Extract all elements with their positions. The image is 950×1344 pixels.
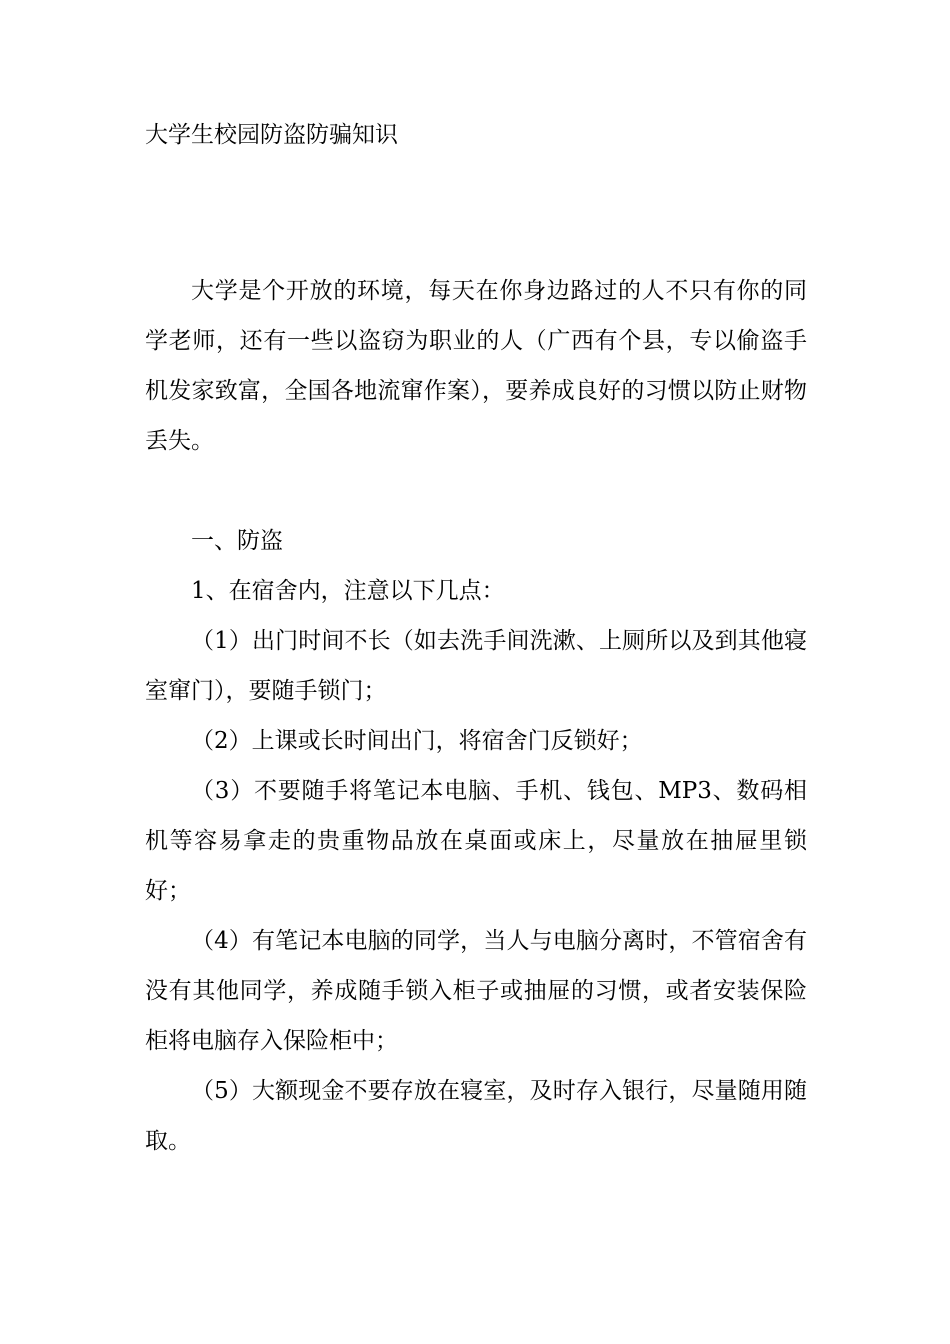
intro-paragraph: 大学是个开放的环境，每天在你身边路过的人不只有你的同学老师，还有一些以盗窃为职业的人（广西有个县，专以偷盗手机发家致富，全国各地流窜作案），要养成良好的习惯以防止财物丢失。 [145, 278, 807, 454]
list-item: （4）有笔记本电脑的同学，当人与电脑分离时，不管宿舍有没有其他同学，养成随手锁入柜子或抽屉的习惯，或者安装保险柜将电脑存入保险柜中； [145, 928, 807, 1054]
document-body [145, 266, 807, 1166]
list-item: （3）不要随手将笔记本电脑、手机、钱包、MP3、数码相机等容易拿走的贵重物品放在桌面或床上，尽量放在抽屉里锁好； [145, 778, 807, 904]
list-item: （1）出门时间不长（如去洗手间洗漱、上厕所以及到其他寝室窜门），要随手锁门； [145, 628, 807, 704]
section-heading: 一、防盗 [191, 528, 283, 554]
section-spacer [145, 466, 807, 516]
list-item: （5）大额现金不要存放在寝室，及时存入银行，尽量随用随取。 [145, 1078, 807, 1154]
list-item: （2）上课或长时间出门，将宿舍门反锁好； [191, 728, 643, 754]
subsection-heading: 1、在宿舍内，注意以下几点： [191, 578, 505, 604]
document-title: 大学生校园防盗防骗知识 [145, 122, 398, 148]
